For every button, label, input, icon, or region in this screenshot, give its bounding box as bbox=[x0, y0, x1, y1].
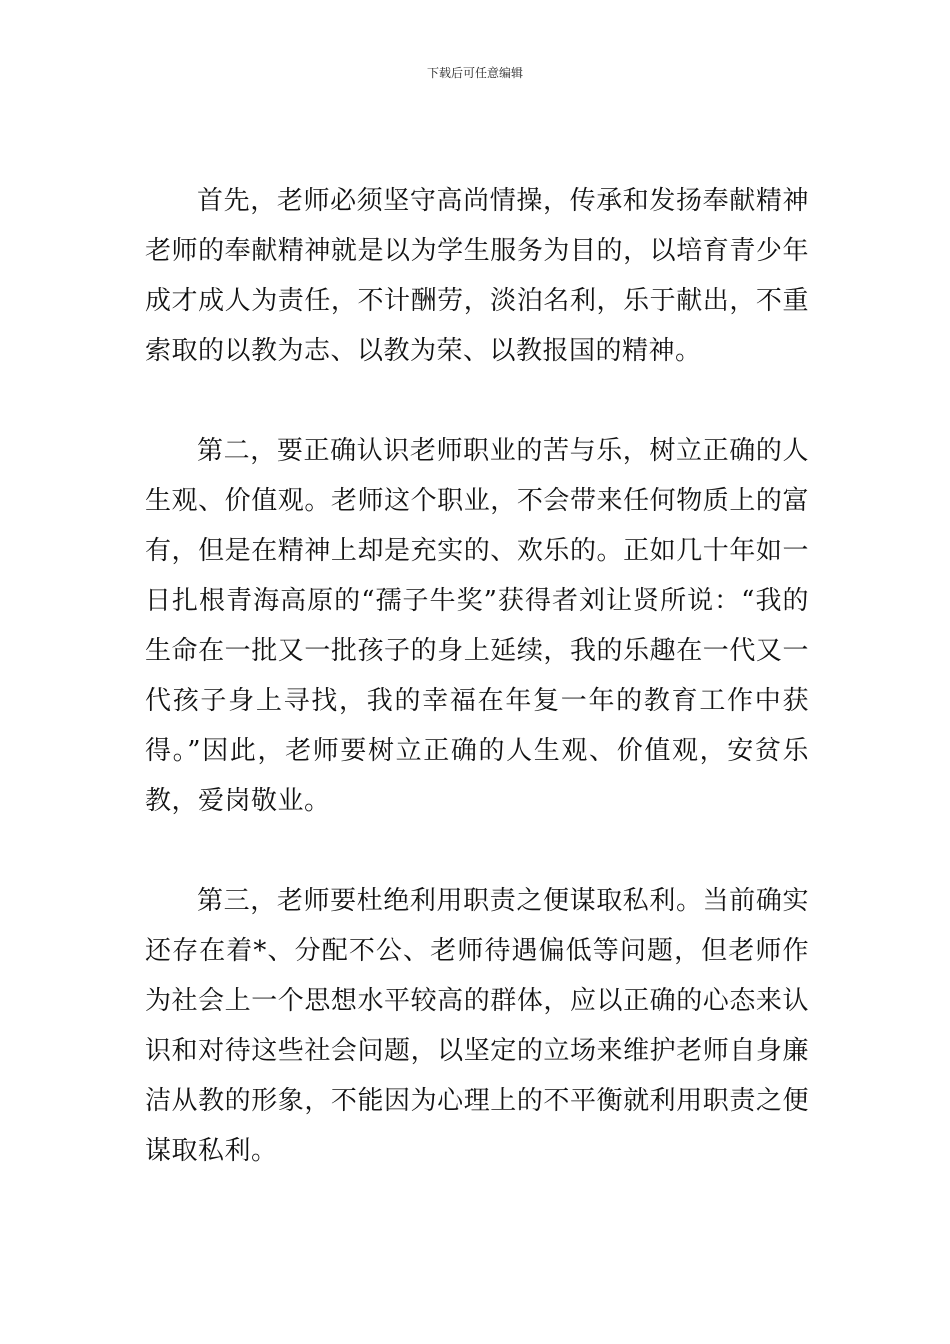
paragraph-second: 第二，要正确认识老师职业的苦与乐，树立正确的人生观、价值观。老师这个职业，不会带来任何物质上的富有，但是在精神上却是充实的、欢乐的。正如几十年如一日扎根青海高原的“孺子牛奖”获得者刘让贤所说：“我的生命在一批又一批孩子的身上延续，我的乐趣在一代又一代孩子身上寻找，我的幸福在年复一年的教育工作中获得。”因此，老师要树立正确的人生观、价值观，安贫乐教，爱岗敬业。 bbox=[145, 436, 809, 816]
paragraph-first: 首先，老师必须坚守高尚情操，传承和发扬奉献精神老师的奉献精神就是以为学生服务为目的，以培育青少年成才成人为责任，不计酬劳，淡泊名利，乐于献出，不重索取的以教为志、以教为荣、以教报国的精神。 bbox=[145, 186, 809, 366]
paragraph-third: 第三，老师要杜绝利用职责之便谋取私利。当前确实还存在着*、分配不公、老师待遇偏低等问题，但老师作为社会上一个思想水平较高的群体，应以正确的心态来认识和对待这些社会问题，以坚定的立场来维护老师自身廉洁从教的形象，不能因为心理上的不平衡就利用职责之便谋取私利。 bbox=[145, 886, 809, 1166]
document-body bbox=[145, 176, 809, 1226]
page-header: 下载后可任意编辑 bbox=[426, 66, 523, 80]
